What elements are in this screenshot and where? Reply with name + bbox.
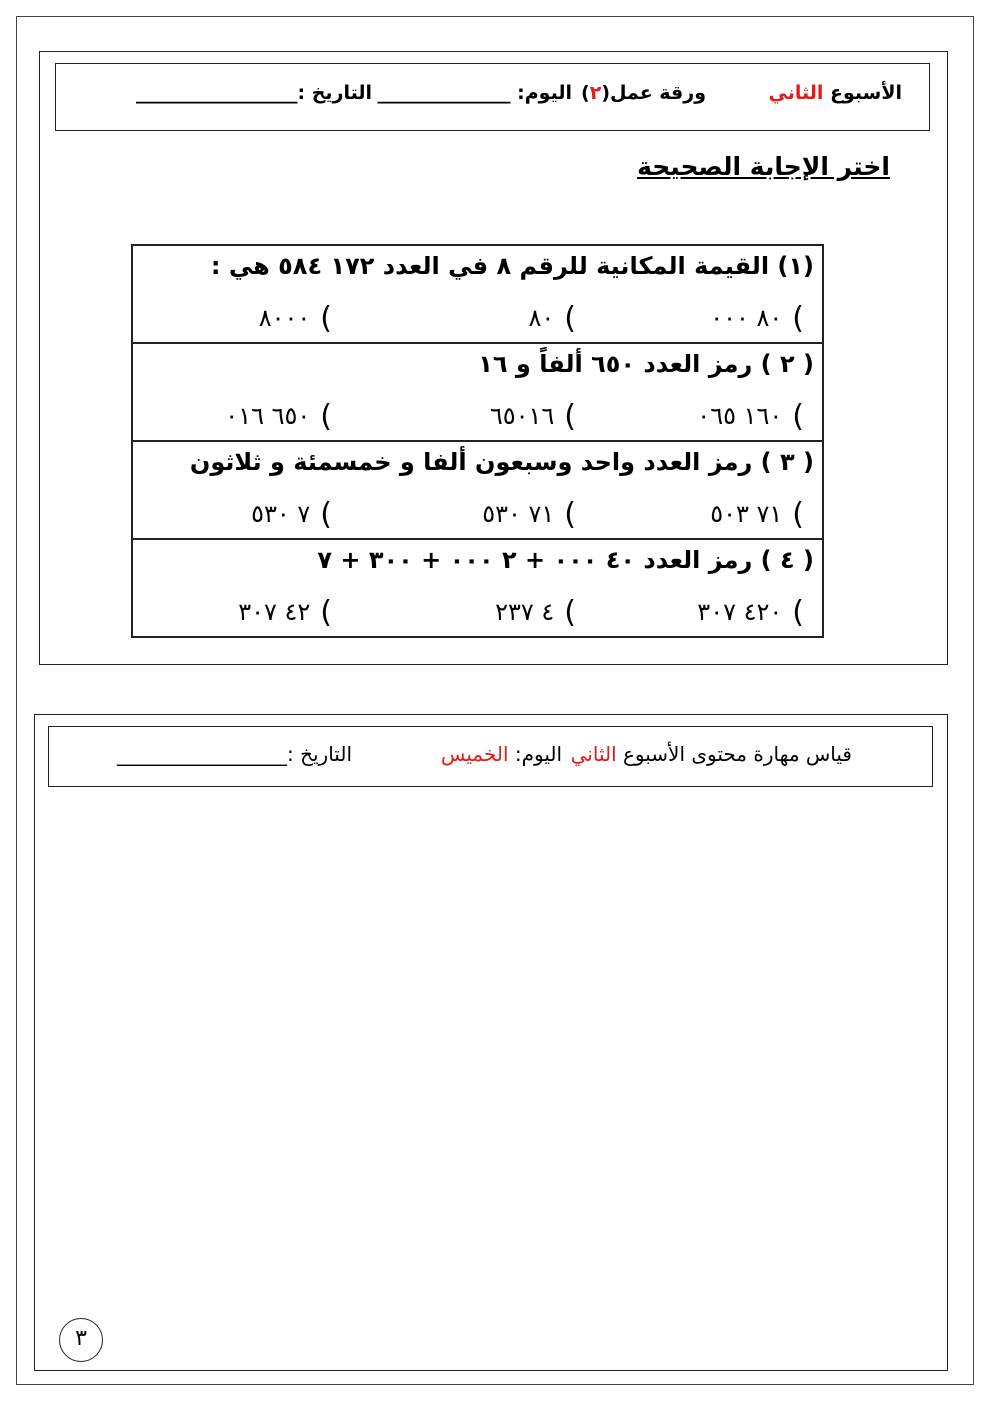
question-row (132, 441, 823, 539)
question-text: ( ٤ ) رمز العدد ٤٠ ٠٠٠ + ٢ ٠٠٠ + ٣٠٠ + ٧ (317, 546, 814, 574)
question-text: ( ٣ ) رمز العدد واحد وسبعون ألفا و خمسمئة و ثلاثون (189, 448, 814, 476)
option-a[interactable]: )١٦٠ ٠٦٥ (697, 399, 804, 434)
question-cell (132, 441, 823, 539)
option-a[interactable]: )٤٢٠ ٣٠٧ (697, 595, 804, 630)
option-c[interactable]: )٦٥٠ ٠١٦ (225, 399, 332, 434)
option-a[interactable]: )٨٠ ٠٠٠ (710, 301, 804, 336)
question-cell (132, 343, 823, 441)
assessment-date: التاريخ :_________________ (116, 742, 352, 766)
sheet-title: ورقة عمل(٢) (581, 82, 706, 104)
questions-table (131, 244, 824, 638)
question-text: (١) القيمة المكانية للرقم ٨ في العدد ١٧٢ ٥٨٤ هي : (210, 252, 814, 280)
question-row (132, 245, 823, 343)
date-field: التاريخ :_________________ (135, 82, 372, 104)
week-heading: الأسبوع الثاني (768, 82, 902, 104)
instruction-heading: اختر الإجابة الصحيحة (637, 152, 890, 181)
question-cell (132, 539, 823, 637)
day-field: اليوم: ______________ (377, 82, 572, 104)
question-text: ( ٢ ) رمز العدد ٦٥٠ ألفاً و ١٦ (478, 350, 814, 378)
option-b[interactable]: )٤ ٢٣٧ (495, 595, 576, 630)
assessment-title: قياس مهارة محتوى الأسبوع الثاني (570, 742, 852, 766)
option-c[interactable]: )٨٠٠٠ (258, 301, 332, 336)
question-row (132, 539, 823, 637)
option-a[interactable]: )٧١ ٥٠٣ (710, 497, 804, 532)
option-c[interactable]: )٧ ٥٣٠ (251, 497, 332, 532)
option-b[interactable]: )٨٠ (528, 301, 576, 336)
question-row (132, 343, 823, 441)
assessment-day: اليوم: الخميس (440, 742, 562, 766)
option-c[interactable]: )٤٢ ٣٠٧ (238, 595, 332, 630)
question-cell (132, 245, 823, 343)
option-b[interactable]: )٦٥٠١٦ (489, 399, 576, 434)
page-number: ٣ (59, 1318, 103, 1362)
assessment-section (34, 714, 948, 1371)
option-b[interactable]: )٧١ ٥٣٠ (482, 497, 576, 532)
